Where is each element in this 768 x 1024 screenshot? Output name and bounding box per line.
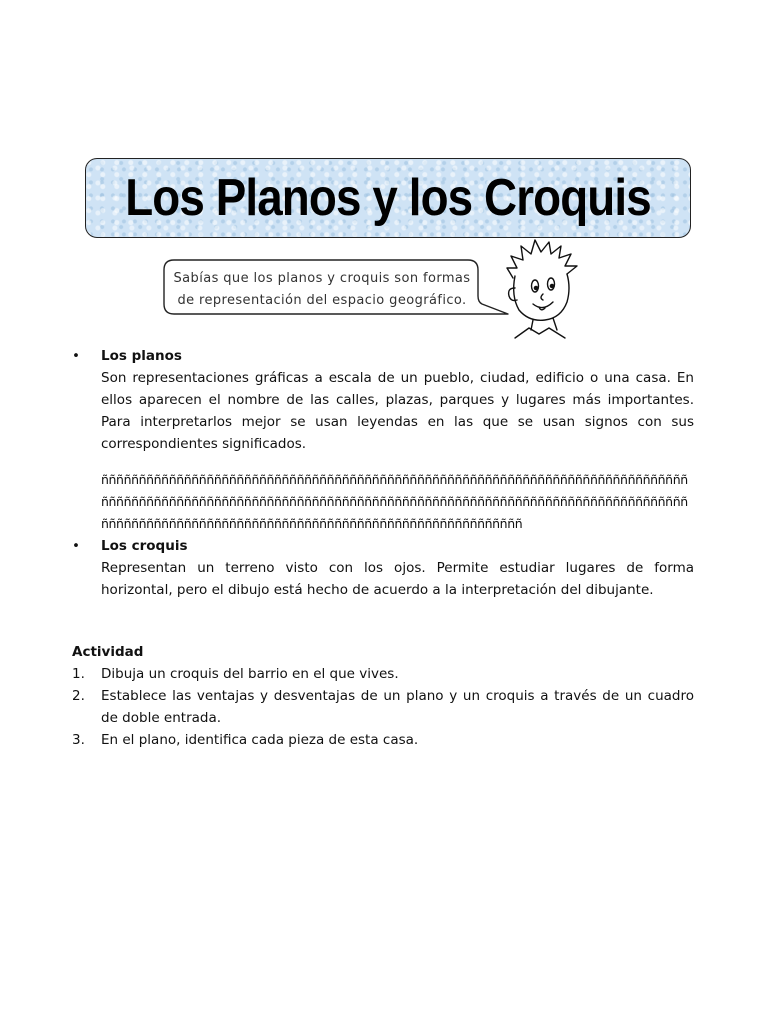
main-content <box>72 345 694 751</box>
section-heading: Los planos <box>101 348 182 364</box>
speech-bubble-text <box>168 268 476 312</box>
section-croquis <box>72 535 694 601</box>
section-paragraph: Son representaciones gráficas a escala de un pueblo, ciudad, edificio o una casa. En ellos aparecen el nombre de las calles, plazas, parques y lugares más importantes. Para interpretarlos mejor se usan leyendas en las que se usan signos con sus correspondientes significados. <box>101 370 694 452</box>
item-text: Establece las ventajas y desventajas de un plano y un croquis a través de un cuadro de doble entrada. <box>101 688 694 726</box>
bullet-icon: • <box>72 348 80 364</box>
section-heading: Los croquis <box>101 538 188 554</box>
item-number: 2. <box>72 688 85 704</box>
filler-text: ññññññññññññññññññññññññññññññññññññññññññññññññññññññññññññññññññññññññññññññññññññññññññññññññññññññññññññññññññññññññññññññññññññññññññññññññññññññññññññññññññññññññññññññññññññññññññññññññññññññññññññññññññññ <box>101 472 688 531</box>
activity-item <box>72 663 694 685</box>
title-banner <box>85 158 691 238</box>
page-title: Los Planos y los Croquis <box>125 169 651 227</box>
item-number: 1. <box>72 666 85 682</box>
activity-item <box>72 729 694 751</box>
activity-heading: Actividad <box>72 644 144 660</box>
bubble-line-2: de representación del espacio geográfico. <box>177 293 467 308</box>
section-planos <box>72 345 694 535</box>
section-paragraph: Representan un terreno visto con los ojos. Permite estudiar lugares de forma horizontal, pero el dibujo está hecho de acuerdo a la interpretación del dibujante. <box>101 560 694 598</box>
activity-item <box>72 685 694 729</box>
item-text: Dibuja un croquis del barrio en el que vives. <box>101 666 399 682</box>
item-number: 3. <box>72 732 85 748</box>
item-text: En el plano, identifica cada pieza de esta casa. <box>101 732 419 748</box>
boy-cartoon-icon <box>505 238 585 343</box>
bubble-line-1: Sabías que los planos y croquis son formas <box>173 271 471 286</box>
bullet-icon: • <box>72 538 80 554</box>
